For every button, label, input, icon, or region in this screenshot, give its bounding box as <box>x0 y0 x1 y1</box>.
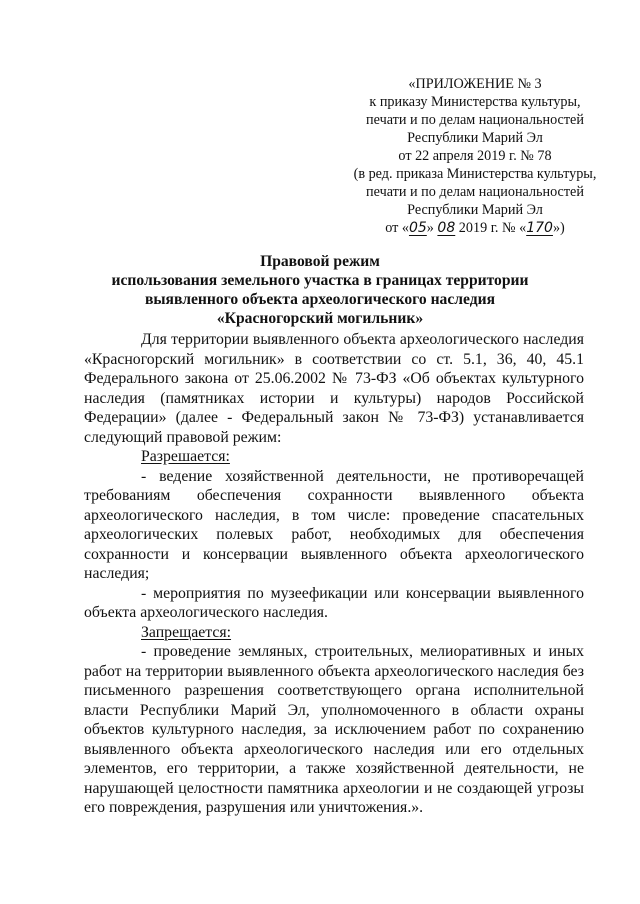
title-line-3: выявленного объекта археологического наследия <box>144 291 496 308</box>
forbidden-heading: Запрещается: <box>141 623 232 641</box>
revision-note: (в ред. приказа Министерства культуры, <box>353 166 597 182</box>
title-line-1: Правовой режим <box>260 253 380 270</box>
handwritten-number: 170 <box>526 220 553 236</box>
appendix-number: «ПРИЛОЖЕНИЕ № 3 <box>408 76 542 92</box>
ministry-line: печати и по делам национальностей <box>366 112 584 128</box>
revision-date-line: от «05» 08 2019 г. № «170») <box>385 220 565 236</box>
intro-paragraph: Для территории выявленного объекта археологического наследия «Красногорский могильник» в соответствии со ст. 5.1, 36, 40, 45.1 Федерального закона от 25.06.2002 № 73-ФЗ «Об объектах культурного наследия (памятниках истории и культуры) народов Российской Федерации» (далее - Федеральный закон № 73-ФЗ) устанавливается следующий правовой режим: <box>84 331 584 446</box>
allowed-item-2: - мероприятия по музеефикации или консервации выявленного объекта археологического наследия. <box>84 584 584 621</box>
revision-ministry-line: печати и по делам национальностей <box>366 184 584 200</box>
title-line-4: «Красногорский могильник» <box>216 310 424 327</box>
title-line-2: использования земельного участка в границах территории <box>111 272 529 289</box>
appendix-header <box>340 75 610 237</box>
allowed-heading: Разрешается: <box>141 448 230 465</box>
order-reference: к приказу Министерства культуры, <box>369 94 581 110</box>
handwritten-day: 05 <box>408 220 427 236</box>
revision-republic-line: Республики Марий Эл <box>407 202 543 218</box>
republic-line: Республики Марий Эл <box>407 130 543 146</box>
document-title <box>60 252 580 328</box>
document-body <box>84 330 584 818</box>
forbidden-item-1: - проведение земляных, строительных, мелиоративных и иных работ на территории выявленного объекта археологического наследия без письменного разрешения соответствующего органа исполнительной власти Республики Марий Эл, уполномоченного в области охраны объектов культурного наследия, за исключением работ по сохранению выявленного объекта археологического наследия или его отдельных элементов, его территории, а также хозяйственной деятельности, не нарушающей целостности памятника археологии и не создающей угрозы его повреждения, разрушения или уничтожения.». <box>84 643 584 816</box>
order-date: от 22 апреля 2019 г. № 78 <box>398 148 552 164</box>
handwritten-month: 08 <box>437 220 456 236</box>
allowed-item-1: - ведение хозяйственной деятельности, не противоречащей требованиям обеспечения сохранности выявленного объекта археологического наследия, в том числе: проведение спасательных археологических полевых работ, необходимых для обеспечения сохранности и консервации выявленного объекта археологического наследия; <box>84 467 584 582</box>
